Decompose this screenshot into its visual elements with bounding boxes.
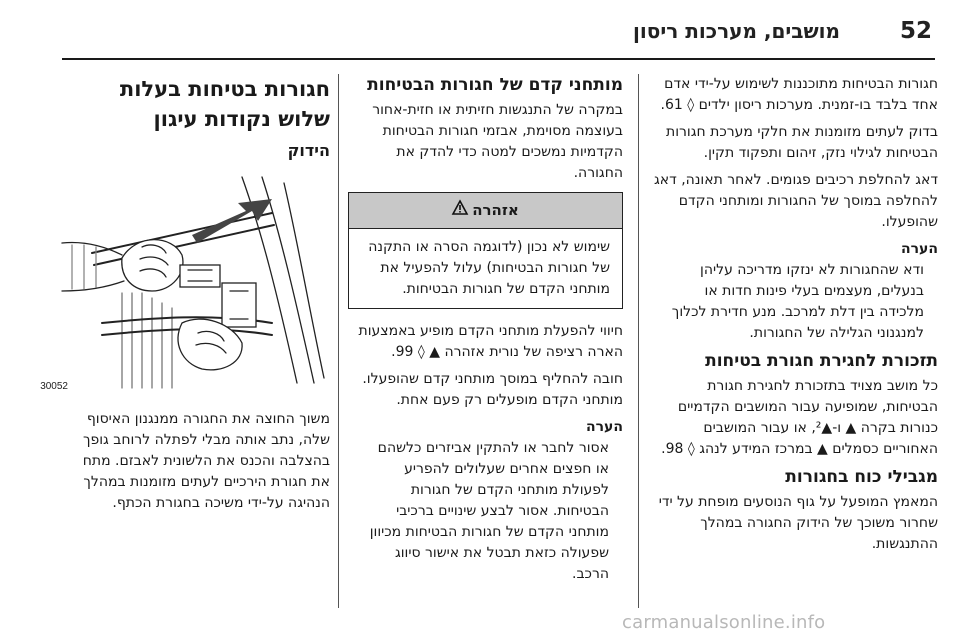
note-body: ודא שהחגורות לא ינזקו מדריכה עליהן בנעלים, מעצמים בעלי פינות חדות או מלכידה בין דלת למרכב. מנע חדירת לכלוך למנגנוני הגלילה של החגורות. [671,262,924,341]
paragraph: חיווי להפעלת מותחני הקדם מופיע באמצעות הארה רציפה של נורית אזהרה ▲ ◊ 99. [358,323,623,360]
paragraph: במקרה של התנגשות חזיתית או חזית-אחור בעוצמה מסוימת, אבזמי חגורות הבטיחות הקדמיות נמשכים למטה כדי להדק את החגורה. [372,102,623,181]
seatbelt-illustration-graphic [40,173,330,395]
column-divider [638,74,639,608]
paragraph: חובה להחליף במוסך מותחני קדם שהופעלו. מותחני הקדם מופעלים רק פעם אחת. [362,371,623,408]
subheading-fastening: הידוק [287,141,330,160]
section-heading-belt-reminder: תזכורת לחגירת חגורת בטיחות [705,351,938,371]
section-heading-force-limiters: מגבילי כוח בחגורות [785,467,938,487]
paragraph: בדוק לעתים מזומנות את חלקי מערכת חגורות הבטיחות לגילוי נזק, זיהום ותפקוד תקין. [666,124,938,161]
column-divider [338,74,339,608]
main-heading: חגורות בטיחות בעלות שלוש נקודות עיגון [119,77,330,131]
note-title: הערה [586,419,623,435]
note-body: אסור לחבר או להתקין אביזרים כלשהם או חפצים אחרים שעלולים להפריע לפעולת מותחני הקדם של חגורות הבטיחות. אסור לבצע שינויים ברכיבי מותחני הקדם של חגורות הבטיחות מכיוון שפעולה כזאת תבטל את אישור סיווג הרכב. [369,440,609,582]
section-heading-pretensioners: מותחני קדם של חגורות הבטיחות [367,75,623,95]
paragraph: דאג להחלפת רכיבים פגומים. לאחר תאונה, דאג להחלפה במוסך של החגורות ומותחני הקדם שהופעלו. [654,172,938,230]
watermark: carmanualsonline.info [622,612,826,633]
warning-box [348,192,623,309]
warning-body: שימוש לא נכון (לדוגמה הסרה או התקנה של חגורות הבטיחות) עלול להפעיל את מותחני הקדם של חגורות הבטיחות. [368,239,610,297]
warning-title: אזהרה [472,201,519,219]
warning-triangle-icon [452,200,468,221]
page-number: 52 [899,18,932,44]
column-middle [348,74,623,591]
header-rule [62,58,935,60]
warning-header [349,193,622,229]
page-header [0,0,960,64]
column-left [40,74,330,520]
paragraph: כל מושב מצויד בתזכורת לחגירת חגורת הבטיחות, שמופיעה עבור המושבים הקדמיים כנורות בקרה ▲ ו-▲², או עבור המושבים האחוריים כסמלים ▲ במרכז המידע לנהג ◊ 98. [661,378,938,457]
direction-arrow-icon [192,199,272,243]
column-right [650,74,938,561]
paragraph: משוך החוצה את החגורה ממנגנון האיסוף שלה, נתב אותה מבלי לפתלה לרוחב גופך בהצלבה והכנס את הלשונית לאבזם. מתח את חגורת הירכיים לעתים מזומנות במהלך הנהיגה על-ידי משיכה בחגורת הכתף. [82,411,330,511]
page-title: מושבים, מערכות ריסון [633,19,840,43]
note-title: הערה [901,241,938,257]
paragraph: המאמץ המופעל על גוף הנוסעים מופחת על ידי שחרור משוכך של הידוק החגורה במהלך ההתנגשות. [658,494,938,552]
seatbelt-fastening-illustration [40,173,330,395]
illustration-id: 30052 [40,381,68,392]
paragraph: חגורות הבטיחות מתוכננות לשימוש על-ידי אדם אחד בלבד בו-זמנית. מערכות ריסון ילדים ◊ 61. [660,76,938,113]
